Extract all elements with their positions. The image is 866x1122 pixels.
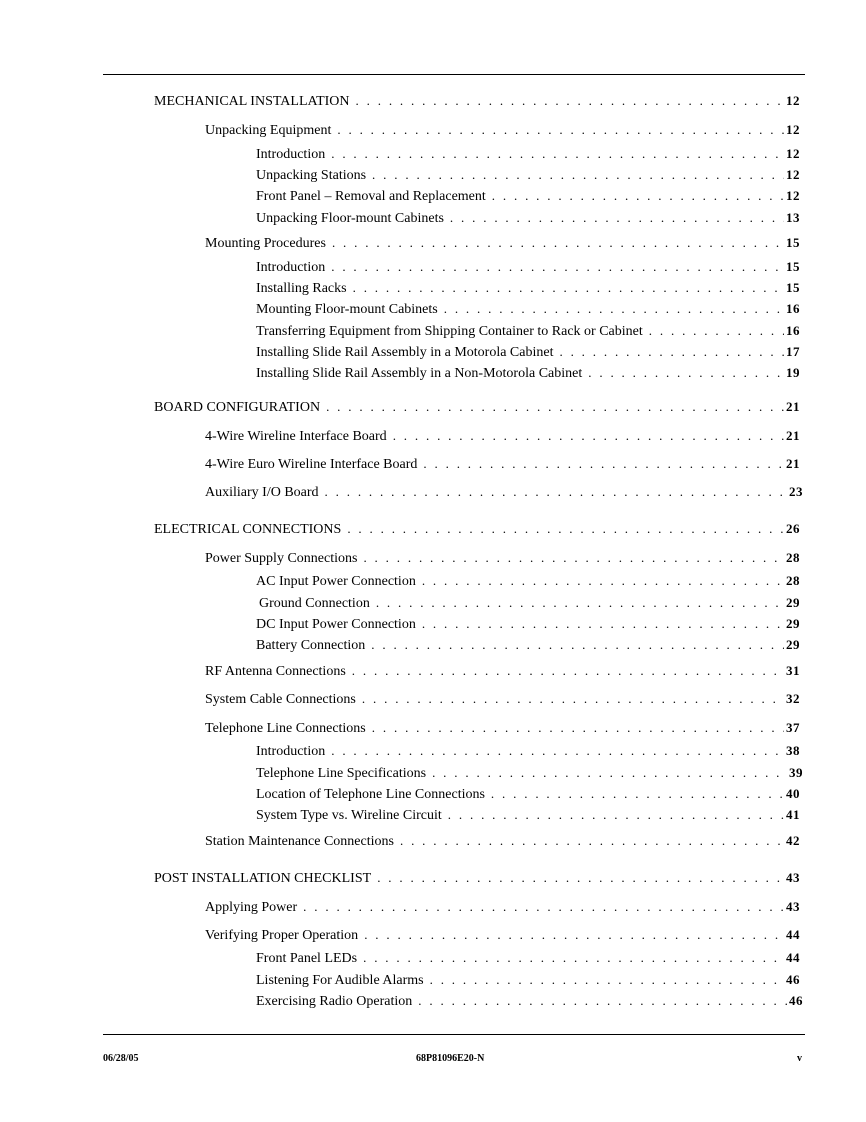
toc-page-number: 23 <box>789 484 803 499</box>
leader-dots <box>352 662 784 680</box>
toc-label: Unpacking Equipment <box>205 123 332 138</box>
toc-entry-unpacking-stations[interactable] <box>256 166 800 184</box>
toc-label: 4-Wire Wireline Interface Board <box>205 429 387 444</box>
leader-dots <box>491 785 784 803</box>
leader-dots <box>450 209 784 227</box>
toc-page-number: 13 <box>786 210 800 225</box>
leader-dots <box>331 742 784 760</box>
toc-entry-audible-alarms[interactable] <box>256 971 800 989</box>
toc-entry-front-panel-leds[interactable] <box>256 949 800 967</box>
toc-page-number: 16 <box>786 301 800 316</box>
leader-dots <box>376 594 784 612</box>
toc-label: ELECTRICAL CONNECTIONS <box>154 522 342 537</box>
toc-entry-telephone-specifications[interactable] <box>256 764 803 782</box>
toc-entry-telephone-introduction[interactable] <box>256 742 800 760</box>
toc-entry-unpacking-floor-mount[interactable] <box>256 209 800 227</box>
leader-dots <box>492 187 784 205</box>
toc-entry-station-maintenance[interactable] <box>205 832 800 850</box>
footer-rule <box>103 1034 805 1035</box>
toc-entry-post-installation[interactable] <box>154 869 800 887</box>
toc-label: Listening For Audible Alarms <box>256 973 424 988</box>
leader-dots <box>332 234 784 252</box>
leader-dots <box>363 549 784 567</box>
toc-label: Applying Power <box>205 900 298 915</box>
toc-label: Front Panel – Removal and Replacement <box>256 189 486 204</box>
leader-dots <box>331 258 784 276</box>
leader-dots <box>400 832 784 850</box>
toc-page-number: 17 <box>786 344 800 359</box>
toc-entry-transferring-equipment[interactable] <box>256 322 800 340</box>
toc-page-number: 39 <box>789 765 803 780</box>
toc-label: Ground Connection <box>259 596 370 611</box>
toc-entry-mounting-introduction[interactable] <box>256 258 800 276</box>
toc-label: Telephone Line Specifications <box>256 766 427 781</box>
toc-page-number: 15 <box>786 235 800 250</box>
leader-dots <box>423 455 784 473</box>
toc-page-number: 28 <box>786 550 800 565</box>
footer-date: 06/28/05 <box>103 1053 139 1064</box>
toc-page-number: 26 <box>786 521 800 536</box>
toc-label: AC Input Power Connection <box>256 574 416 589</box>
leader-dots <box>422 572 784 590</box>
footer-doc-number: 68P81096E20-N <box>416 1053 485 1064</box>
toc-page-number: 38 <box>786 743 800 758</box>
toc-label: Installing Slide Rail Assembly in a Motorola Cabinet <box>256 345 554 360</box>
toc-label: Introduction <box>256 147 326 162</box>
toc-page-number: 21 <box>786 399 800 414</box>
leader-dots <box>393 427 784 445</box>
toc-label: Telephone Line Connections <box>205 721 366 736</box>
toc-entry-mechanical-installation[interactable] <box>154 92 800 110</box>
toc-entry-ac-input-power[interactable] <box>256 572 800 590</box>
toc-entry-mounting-floor-mount[interactable] <box>256 300 800 318</box>
leader-dots <box>559 343 784 361</box>
toc-label: Exercising Radio Operation <box>256 994 413 1009</box>
toc-entry-auxiliary-io[interactable] <box>205 483 803 501</box>
toc-entry-rf-antenna[interactable] <box>205 662 800 680</box>
toc-page-number: 44 <box>786 950 800 965</box>
toc-label: 4-Wire Euro Wireline Interface Board <box>205 457 418 472</box>
toc-page-number: 15 <box>786 259 800 274</box>
toc-label: BOARD CONFIGURATION <box>154 400 321 415</box>
toc-label: Installing Racks <box>256 281 347 296</box>
toc-label: Introduction <box>256 260 326 275</box>
toc-entry-power-supply-connections[interactable] <box>205 549 800 567</box>
toc-label: Mounting Procedures <box>205 236 326 251</box>
toc-entry-radio-operation[interactable] <box>256 992 803 1010</box>
toc-entry-front-panel-removal[interactable] <box>256 187 800 205</box>
toc-label: Introduction <box>256 744 326 759</box>
leader-dots <box>588 364 784 382</box>
toc-label: POST INSTALLATION CHECKLIST <box>154 871 372 886</box>
toc-entry-slide-rail-non-motorola[interactable] <box>256 364 800 382</box>
toc-page-number: 21 <box>786 456 800 471</box>
leader-dots <box>377 869 784 887</box>
header-rule <box>103 74 805 75</box>
leader-dots <box>325 483 787 501</box>
leader-dots <box>649 322 784 340</box>
toc-page-number: 21 <box>786 428 800 443</box>
toc-entry-telephone-line-connections[interactable] <box>205 719 800 737</box>
toc-page-number: 46 <box>789 993 803 1008</box>
leader-dots <box>362 690 784 708</box>
leader-dots <box>337 121 784 139</box>
toc-page-number: 15 <box>786 280 800 295</box>
leader-dots <box>331 145 784 163</box>
toc-label: Station Maintenance Connections <box>205 834 394 849</box>
toc-entry-unpacking-introduction[interactable] <box>256 145 800 163</box>
toc-entry-system-cable[interactable] <box>205 690 800 708</box>
toc-entry-dc-input-power[interactable] <box>256 615 800 633</box>
toc-label: Location of Telephone Line Connections <box>256 787 485 802</box>
toc-page-number: 12 <box>786 188 800 203</box>
toc-page-number: 12 <box>786 122 800 137</box>
toc-label: Verifying Proper Operation <box>205 928 359 943</box>
toc-entry-four-wire-euro[interactable] <box>205 455 800 473</box>
toc-page-number: 19 <box>786 365 800 380</box>
toc-page-number: 43 <box>786 899 800 914</box>
leader-dots <box>363 949 784 967</box>
toc-label: System Type vs. Wireline Circuit <box>256 808 442 823</box>
toc-label: Unpacking Stations <box>256 168 367 183</box>
toc-page-number: 29 <box>786 637 800 652</box>
toc-entry-verifying-operation[interactable] <box>205 926 800 944</box>
leader-dots <box>372 166 784 184</box>
leader-dots <box>353 279 784 297</box>
toc-label: Installing Slide Rail Assembly in a Non-Motorola Cabinet <box>256 366 583 381</box>
toc-page-number: 16 <box>786 323 800 338</box>
toc-entry-telephone-location[interactable] <box>256 785 800 803</box>
toc-page-number: 12 <box>786 146 800 161</box>
leader-dots <box>418 992 787 1010</box>
toc-page-number: 12 <box>786 93 800 108</box>
toc-page-number: 40 <box>786 786 800 801</box>
leader-dots <box>430 971 784 989</box>
leader-dots <box>356 92 784 110</box>
leader-dots <box>448 806 784 824</box>
toc-entry-installing-racks[interactable] <box>256 279 800 297</box>
footer-page-number: v <box>797 1053 802 1064</box>
toc-entry-system-type-wireline[interactable] <box>256 806 800 824</box>
toc-label: System Cable Connections <box>205 692 356 707</box>
toc-entry-slide-rail-motorola[interactable] <box>256 343 800 361</box>
toc-page-number: 44 <box>786 927 800 942</box>
leader-dots <box>371 636 784 654</box>
toc-label: RF Antenna Connections <box>205 664 346 679</box>
toc-page-number: 37 <box>786 720 800 735</box>
leader-dots <box>303 898 784 916</box>
leader-dots <box>372 719 784 737</box>
toc-page-number: 43 <box>786 870 800 885</box>
toc-label: Battery Connection <box>256 638 366 653</box>
toc-label: Auxiliary I/O Board <box>205 485 319 500</box>
toc-page-number: 31 <box>786 663 800 678</box>
toc-entry-applying-power[interactable] <box>205 898 800 916</box>
toc-label: MECHANICAL INSTALLATION <box>154 94 350 109</box>
toc-page-number: 32 <box>786 691 800 706</box>
toc-label: Power Supply Connections <box>205 551 358 566</box>
leader-dots <box>347 520 784 538</box>
toc-label: Transferring Equipment from Shipping Container to Rack or Cabinet <box>256 324 643 339</box>
toc-entry-four-wire-wireline[interactable] <box>205 427 800 445</box>
toc-page-number: 28 <box>786 573 800 588</box>
toc-entry-battery-connection[interactable] <box>256 636 800 654</box>
toc-label: DC Input Power Connection <box>256 617 416 632</box>
toc-label: Mounting Floor-mount Cabinets <box>256 302 438 317</box>
toc-entry-mounting-procedures[interactable] <box>205 234 800 252</box>
leader-dots <box>364 926 784 944</box>
toc-label: Front Panel LEDs <box>256 951 358 966</box>
leader-dots <box>326 398 784 416</box>
toc-label: Unpacking Floor-mount Cabinets <box>256 211 444 226</box>
leader-dots <box>422 615 784 633</box>
toc-entry-board-configuration[interactable] <box>154 398 800 416</box>
toc-entry-ground-connection[interactable] <box>259 594 800 612</box>
toc-page-number: 46 <box>786 972 800 987</box>
toc-page-number: 29 <box>786 616 800 631</box>
toc-page-number: 12 <box>786 167 800 182</box>
toc-entry-unpacking-equipment[interactable] <box>205 121 800 139</box>
leader-dots <box>444 300 784 318</box>
toc-page-number: 41 <box>786 807 800 822</box>
leader-dots <box>432 764 787 782</box>
toc-page-number: 29 <box>786 595 800 610</box>
toc-entry-electrical-connections[interactable] <box>154 520 800 538</box>
toc-page-number: 42 <box>786 833 800 848</box>
